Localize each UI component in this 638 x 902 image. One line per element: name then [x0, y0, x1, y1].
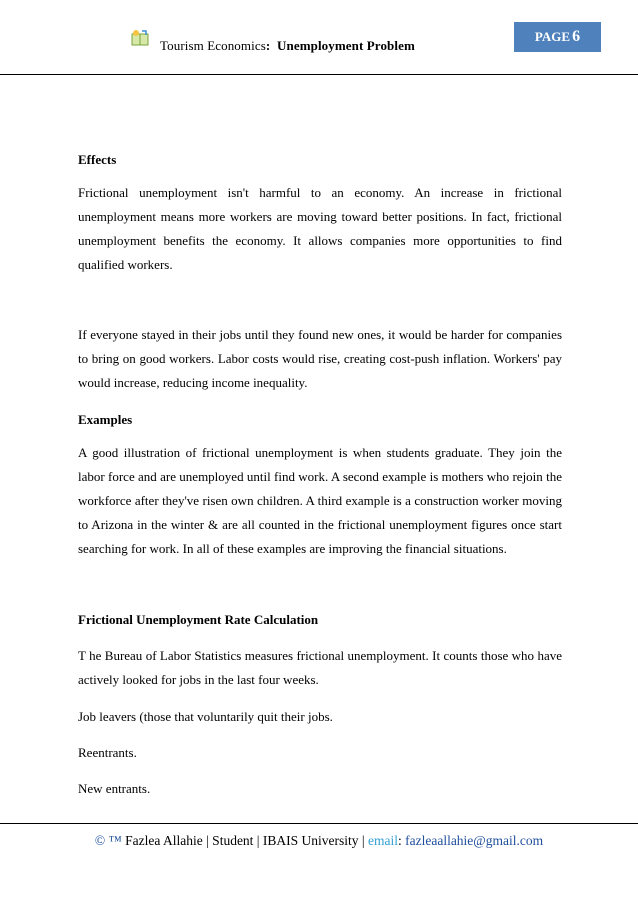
header-title-subtitle: Unemployment Problem	[277, 38, 415, 53]
page-number: 6	[572, 28, 581, 45]
header-title-separator: :	[265, 38, 271, 53]
page-header	[0, 0, 638, 76]
copyright-symbol: © ™	[94, 833, 122, 848]
page-footer	[0, 833, 638, 849]
email-separator: :	[397, 833, 402, 848]
new-entrants-line: New entrants.	[78, 781, 151, 796]
footer-author-text: Fazlea Allahie | Student | IBAIS University |	[125, 833, 365, 848]
page-label: PAGE	[534, 29, 571, 44]
effects-paragraph-2: If everyone stayed in their jobs until they found new ones, it would be harder for companies to bring on good workers. Labor costs would rise, creating cost-push inflation. Workers' pay would increase, reducing income inequality.	[78, 327, 562, 390]
rate-paragraph-1: T he Bureau of Labor Statistics measures frictional unemployment. It counts those who have actively looked for jobs in the last four weeks.	[78, 648, 562, 687]
job-leavers-line: Job leavers (those that voluntarily quit their jobs.	[78, 709, 333, 724]
examples-heading: Examples	[78, 412, 133, 427]
effects-paragraph-1: Frictional unemployment isn't harmful to an economy. An increase in frictional unemployment means more workers are moving toward better positions. In fact, frictional unemployment benefits the economy. It allows companies more opportunities to find qualified workers.	[78, 185, 562, 272]
footer-divider	[0, 823, 638, 824]
examples-paragraph-1: A good illustration of frictional unemployment is when students graduate. They join the labor force and are unemployed until find work. A second example is mothers who rejoin the workforce after they've risen own children. A third example is a construction worker moving to Arizona in the winter & are all counted in the frictional unemployment figures once start searching for work. In all of these examples are improving the financial situations.	[78, 445, 562, 556]
page-number-badge	[514, 22, 601, 52]
header-title-prefix: Tourism Economics	[160, 38, 266, 53]
header-title	[160, 38, 415, 54]
reentrants-line: Reentrants.	[78, 745, 137, 760]
header-divider	[0, 74, 638, 75]
email-label: email	[367, 833, 398, 848]
rate-calculation-heading: Frictional Unemployment Rate Calculation	[78, 612, 319, 627]
email-link[interactable]: fazleaallahie@gmail.com	[405, 833, 544, 848]
book-logo-icon	[131, 29, 149, 47]
effects-heading: Effects	[78, 152, 117, 167]
